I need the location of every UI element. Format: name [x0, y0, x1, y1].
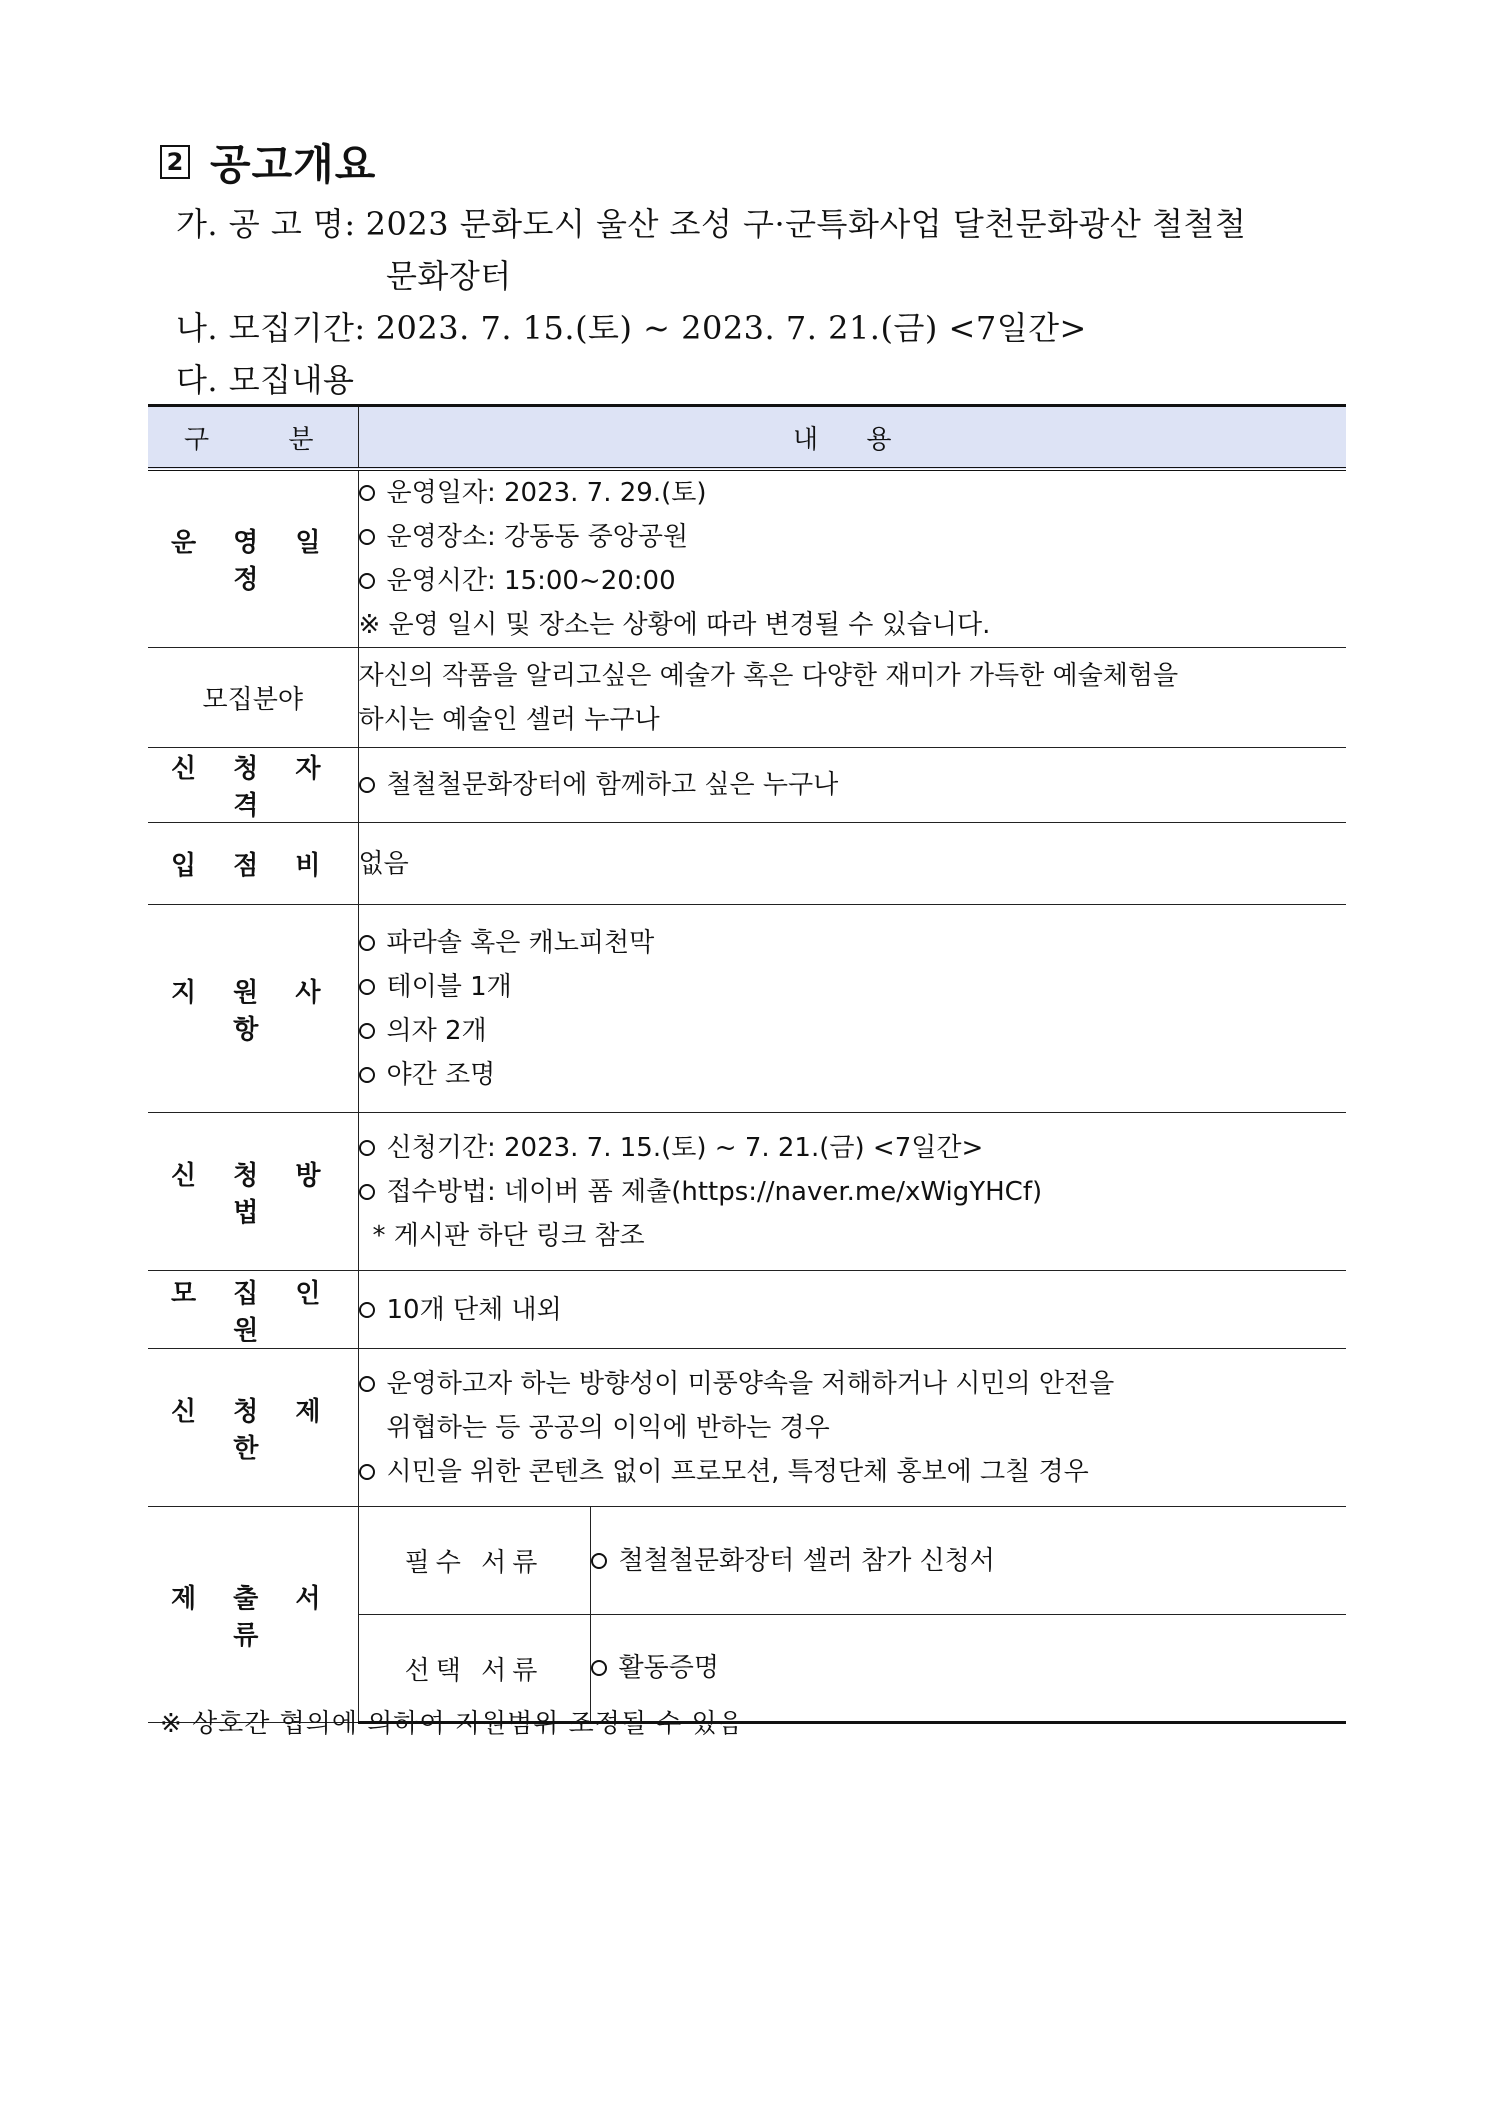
table-row: [148, 1113, 1346, 1271]
schedule-content: [358, 469, 1346, 648]
table-row: [148, 1507, 1346, 1615]
restriction-item-1-cont: 위협하는 등 공공의 이익에 반하는 경우: [386, 1412, 830, 1443]
method-content: [358, 1113, 1346, 1271]
row-label-restriction: 신 청 제 한: [148, 1349, 358, 1507]
table-row: [148, 1349, 1346, 1507]
recruit-content-label: 다. 모집내용: [176, 361, 355, 399]
row-label-field: 모집분야: [148, 648, 358, 748]
table-row: [148, 748, 1346, 823]
required-docs-label: 필수 서류: [358, 1507, 590, 1615]
bullet-circle-icon: [359, 1302, 375, 1318]
row-label-documents: 제 출 서 류: [148, 1507, 358, 1723]
row-label-schedule: 운 영 일 정: [148, 469, 358, 648]
method-note: * 게시판 하단 링크 참조: [372, 1220, 645, 1251]
restriction-content: [358, 1349, 1346, 1507]
bullet-circle-icon: [591, 1553, 607, 1569]
table-row: [148, 823, 1346, 905]
field-content: [358, 648, 1346, 748]
bullet-circle-icon: [359, 1023, 375, 1039]
field-line-1: 자신의 작품을 알리고싶은 예술가 혹은 다양한 재미가 가득한 예술체험을: [358, 660, 1179, 691]
recruit-table: [148, 404, 1346, 1724]
qualification-content: [358, 748, 1346, 823]
section-number: 2: [160, 145, 190, 179]
method-receipt: 접수방법: 네이버 폼 제출(https://naver.me/xWigYHCf): [386, 1176, 1043, 1207]
header-category-2: 분: [288, 424, 314, 455]
optional-docs-value: 활동증명: [618, 1653, 719, 1683]
schedule-place: 운영장소: 강동동 중앙공원: [386, 522, 689, 552]
announcement-name-value: 2023 문화도시 울산 조성 구·군특화사업 달천문화광산 철철철: [365, 205, 1247, 243]
bullet-circle-icon: [591, 1660, 607, 1676]
bullet-circle-icon: [359, 485, 375, 501]
row-label-method: 신 청 방 법: [148, 1113, 358, 1271]
bullet-circle-icon: [359, 1376, 375, 1392]
required-docs-content: [590, 1507, 1346, 1615]
row-label-recruit: 모 집 인 원: [148, 1271, 358, 1349]
row-label-fee: 입 점 비: [148, 823, 358, 905]
support-item: 테이블 1개: [386, 971, 512, 1002]
support-item: 의자 2개: [386, 1015, 487, 1046]
bullet-circle-icon: [359, 935, 375, 951]
bullet-circle-icon: [359, 1184, 375, 1200]
bullet-circle-icon: [359, 979, 375, 995]
method-period: 신청기간: 2023. 7. 15.(토) ~ 7. 21.(금) <7일간>: [386, 1132, 984, 1163]
restriction-item-2: 시민을 위한 콘텐츠 없이 프로모션, 특정단체 홍보에 그칠 경우: [386, 1456, 1089, 1487]
bullet-circle-icon: [359, 573, 375, 589]
field-line-2: 하시는 예술인 셀러 누구나: [358, 704, 660, 735]
header-category-1: 구: [184, 424, 210, 455]
table-row: [148, 905, 1346, 1113]
bullet-circle-icon: [359, 777, 375, 793]
table-row: [148, 648, 1346, 748]
fee-value: 없음: [358, 823, 1346, 905]
announcement-name-label: 가. 공 고 명:: [176, 205, 356, 243]
bullet-circle-icon: [359, 1140, 375, 1156]
recruit-content: [358, 1271, 1346, 1349]
schedule-note: ※ 운영 일시 및 장소는 상황에 따라 변경될 수 있습니다.: [358, 610, 991, 640]
recruit-item: 10개 단체 내외: [386, 1294, 562, 1325]
header-category: [148, 406, 358, 470]
schedule-time: 운영시간: 15:00~20:00: [386, 566, 676, 596]
recruit-period-line: [176, 302, 1087, 354]
bullet-circle-icon: [359, 1067, 375, 1083]
support-item: 야간 조명: [386, 1059, 496, 1090]
required-docs-value: 철철철문화장터 셀러 참가 신청서: [618, 1545, 995, 1576]
table-row: [148, 469, 1346, 648]
optional-docs-label: 선택 서류: [358, 1615, 590, 1723]
row-label-qualification: 신 청 자 격: [148, 748, 358, 823]
announcement-name-value-cont: 문화장터: [386, 257, 512, 295]
section-title: 공고개요: [210, 140, 377, 189]
support-item: 파라솔 혹은 캐노피천막: [386, 927, 655, 958]
announcement-name-line: [176, 198, 1246, 250]
bullet-circle-icon: [359, 529, 375, 545]
table-row: [148, 1271, 1346, 1349]
header-content: 내 용: [358, 406, 1346, 470]
schedule-date: 운영일자: 2023. 7. 29.(토): [386, 478, 707, 508]
restriction-item-1: 운영하고자 하는 방향성이 미풍양속을 저해하거나 시민의 안전을: [386, 1368, 1115, 1399]
recruit-period-label: 나. 모집기간:: [176, 309, 366, 347]
row-label-support: 지 원 사 항: [148, 905, 358, 1113]
footer-note: ※ 상호간 협의에 의하여 지원범위 조정될 수 있음: [160, 1709, 744, 1739]
section-heading: [160, 134, 376, 190]
bullet-circle-icon: [359, 1464, 375, 1480]
recruit-period-value: 2023. 7. 15.(토) ~ 2023. 7. 21.(금) <7일간>: [375, 309, 1087, 347]
support-content: [358, 905, 1346, 1113]
qualification-item: 철철철문화장터에 함께하고 싶은 누구나: [386, 770, 839, 800]
